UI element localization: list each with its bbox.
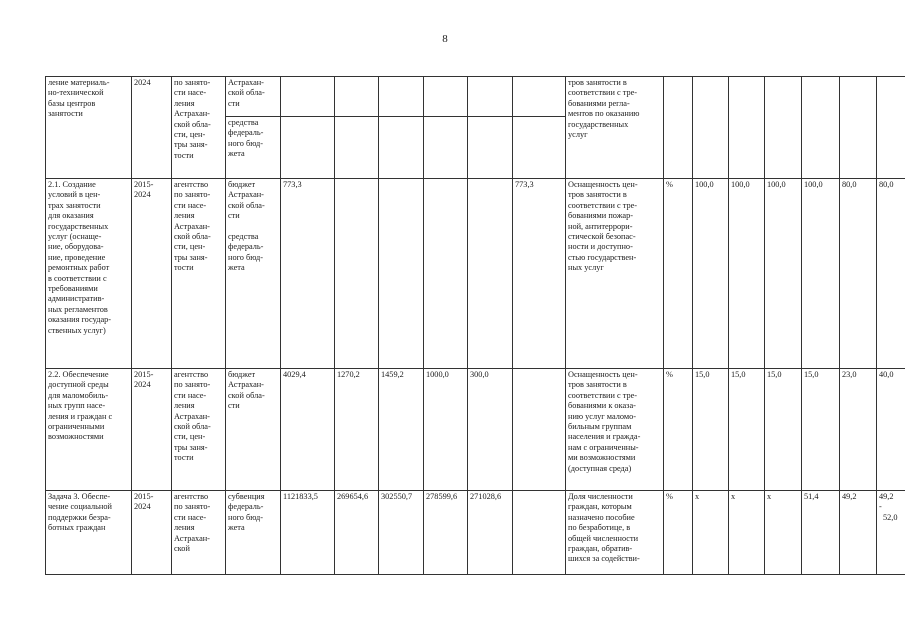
value-5: 80,0 bbox=[840, 179, 877, 369]
amount-year-5 bbox=[513, 77, 566, 179]
value-4: 15,0 bbox=[802, 369, 840, 491]
funding-source bbox=[226, 77, 281, 179]
period: 2015- 2024 bbox=[132, 179, 172, 369]
period: 2015- 2024 bbox=[132, 491, 172, 575]
value-2: 15,0 bbox=[729, 369, 765, 491]
amount-year-3: 1000,0 bbox=[424, 369, 468, 491]
value-4 bbox=[802, 77, 840, 179]
value-4: 100,0 bbox=[802, 179, 840, 369]
value-6-range-end: 52,0 bbox=[883, 512, 898, 522]
value-3: 100,0 bbox=[765, 179, 802, 369]
value-5: 49,2 bbox=[840, 491, 877, 575]
amount-year-2 bbox=[379, 179, 424, 369]
value-6 bbox=[877, 491, 905, 575]
amount-year-2: 302550,7 bbox=[379, 491, 424, 575]
amount-year-3 bbox=[424, 77, 468, 179]
value-6 bbox=[877, 77, 905, 179]
value-2 bbox=[729, 77, 765, 179]
executor: агентство по занято- сти насе- ления Астрахан- ской обла- сти, цен- тры заня- тости bbox=[172, 369, 226, 491]
amount-year-1: 1270,2 bbox=[335, 369, 379, 491]
value-3 bbox=[765, 77, 802, 179]
amount-year-5 bbox=[513, 491, 566, 575]
value-1: 15,0 bbox=[693, 369, 729, 491]
unit: % bbox=[664, 179, 693, 369]
value-1 bbox=[693, 77, 729, 179]
amount-year-2: 1459,2 bbox=[379, 369, 424, 491]
executor: по занято- сти насе- ления Астрахан- ской обла- сти, цен- тры заня- тости bbox=[172, 77, 226, 179]
funding-source-bottom: средства федераль- ного бюд- жета bbox=[228, 232, 264, 273]
amount-year-3: 278599,6 bbox=[424, 491, 468, 575]
measure-name: ление материаль- но-технической базы центров занятости bbox=[46, 77, 132, 179]
indicator: Доля численности граждан, которым назначено пособие по безработице, в общей численности граждан, обратив- шихся за содействи- bbox=[566, 491, 664, 575]
executor: агентство по занято- сти насе- ления Астрахан- ской bbox=[172, 491, 226, 575]
value-6: 40,0 bbox=[877, 369, 905, 491]
value-6-range-dash: - bbox=[879, 502, 882, 512]
table-row bbox=[46, 491, 905, 575]
value-1: х bbox=[693, 491, 729, 575]
value-1: 100,0 bbox=[693, 179, 729, 369]
table-row bbox=[46, 369, 905, 491]
value-3: 15,0 bbox=[765, 369, 802, 491]
indicator: тров занятости в соответствии с тре- бованиями регла- ментов по оказанию государственных услуг bbox=[566, 77, 664, 179]
value-6: 80,0 bbox=[877, 179, 905, 369]
value-6-range-start: 49,2 bbox=[879, 492, 894, 501]
value-4: 51,4 bbox=[802, 491, 840, 575]
value-2: 100,0 bbox=[729, 179, 765, 369]
funding-source-top: Астрахан- ской обла- сти bbox=[228, 78, 265, 108]
funding-source: бюджет Астрахан- ской обла- сти bbox=[226, 369, 281, 491]
funding-source: субвенция федераль- ного бюд- жета bbox=[226, 491, 281, 575]
amount-total: 4029,4 bbox=[281, 369, 335, 491]
indicator: Оснащенность цен- тров занятости в соответствии с тре- бованиями пожар- ной, антитеррори- стической безопас- ности и доступно- стью государствен- ных услуг bbox=[566, 179, 664, 369]
amount-year-1: 269654,6 bbox=[335, 491, 379, 575]
period: 2024 bbox=[132, 77, 172, 179]
indicator: Оснащенность цен- тров занятости в соответствии с тре- бованиями к оказа- нию услуг маломо- бильным группам населения и гражда- нам с ограниченны- ми возможностями (доступная среда) bbox=[566, 369, 664, 491]
amount-total bbox=[281, 77, 335, 179]
amount-total: 773,3 bbox=[281, 179, 335, 369]
unit bbox=[664, 77, 693, 179]
amount-year-4: 271028,6 bbox=[468, 491, 513, 575]
amount-total: 1121833,5 bbox=[281, 491, 335, 575]
amount-year-5 bbox=[513, 369, 566, 491]
value-5: 23,0 bbox=[840, 369, 877, 491]
amount-year-4: 300,0 bbox=[468, 369, 513, 491]
amount-year-4 bbox=[468, 77, 513, 179]
amount-year-4 bbox=[468, 179, 513, 369]
amount-year-2 bbox=[379, 77, 424, 179]
period: 2015- 2024 bbox=[132, 369, 172, 491]
measure-name: 2.2. Обеспечение доступной среды для маломобиль- ных групп насе- ления и граждан с ограниченными возможностями bbox=[46, 369, 132, 491]
table-row bbox=[46, 77, 905, 179]
amount-year-1 bbox=[335, 179, 379, 369]
program-table bbox=[45, 76, 905, 575]
unit: % bbox=[664, 369, 693, 491]
measure-name: 2.1. Создание условий в цен- трах занятости для оказания государственных услуг (оснаще- ние, оборудова- ние, проведение ремонтных работ в соответствии с требованиями административ- ных регламентов оказания государ- ственных услуг) bbox=[46, 179, 132, 369]
amount-year-5: 773,3 bbox=[513, 179, 566, 369]
executor: агентство по занято- сти насе- ления Астрахан- ской обла- сти, цен- тры заня- тости bbox=[172, 179, 226, 369]
unit: % bbox=[664, 491, 693, 575]
funding-source bbox=[226, 179, 281, 369]
value-5 bbox=[840, 77, 877, 179]
funding-source-top: бюджет Астрахан- ской обла- сти bbox=[228, 180, 265, 221]
amount-year-1 bbox=[335, 77, 379, 179]
value-2: х bbox=[729, 491, 765, 575]
table-row bbox=[46, 179, 905, 369]
funding-source-bottom: средства федераль- ного бюд- жета bbox=[226, 116, 280, 160]
measure-name: Задача 3. Обеспе- чение социальной поддержки безра- ботных граждан bbox=[46, 491, 132, 575]
value-3: х bbox=[765, 491, 802, 575]
page-number: 8 bbox=[442, 33, 448, 45]
amount-year-3 bbox=[424, 179, 468, 369]
